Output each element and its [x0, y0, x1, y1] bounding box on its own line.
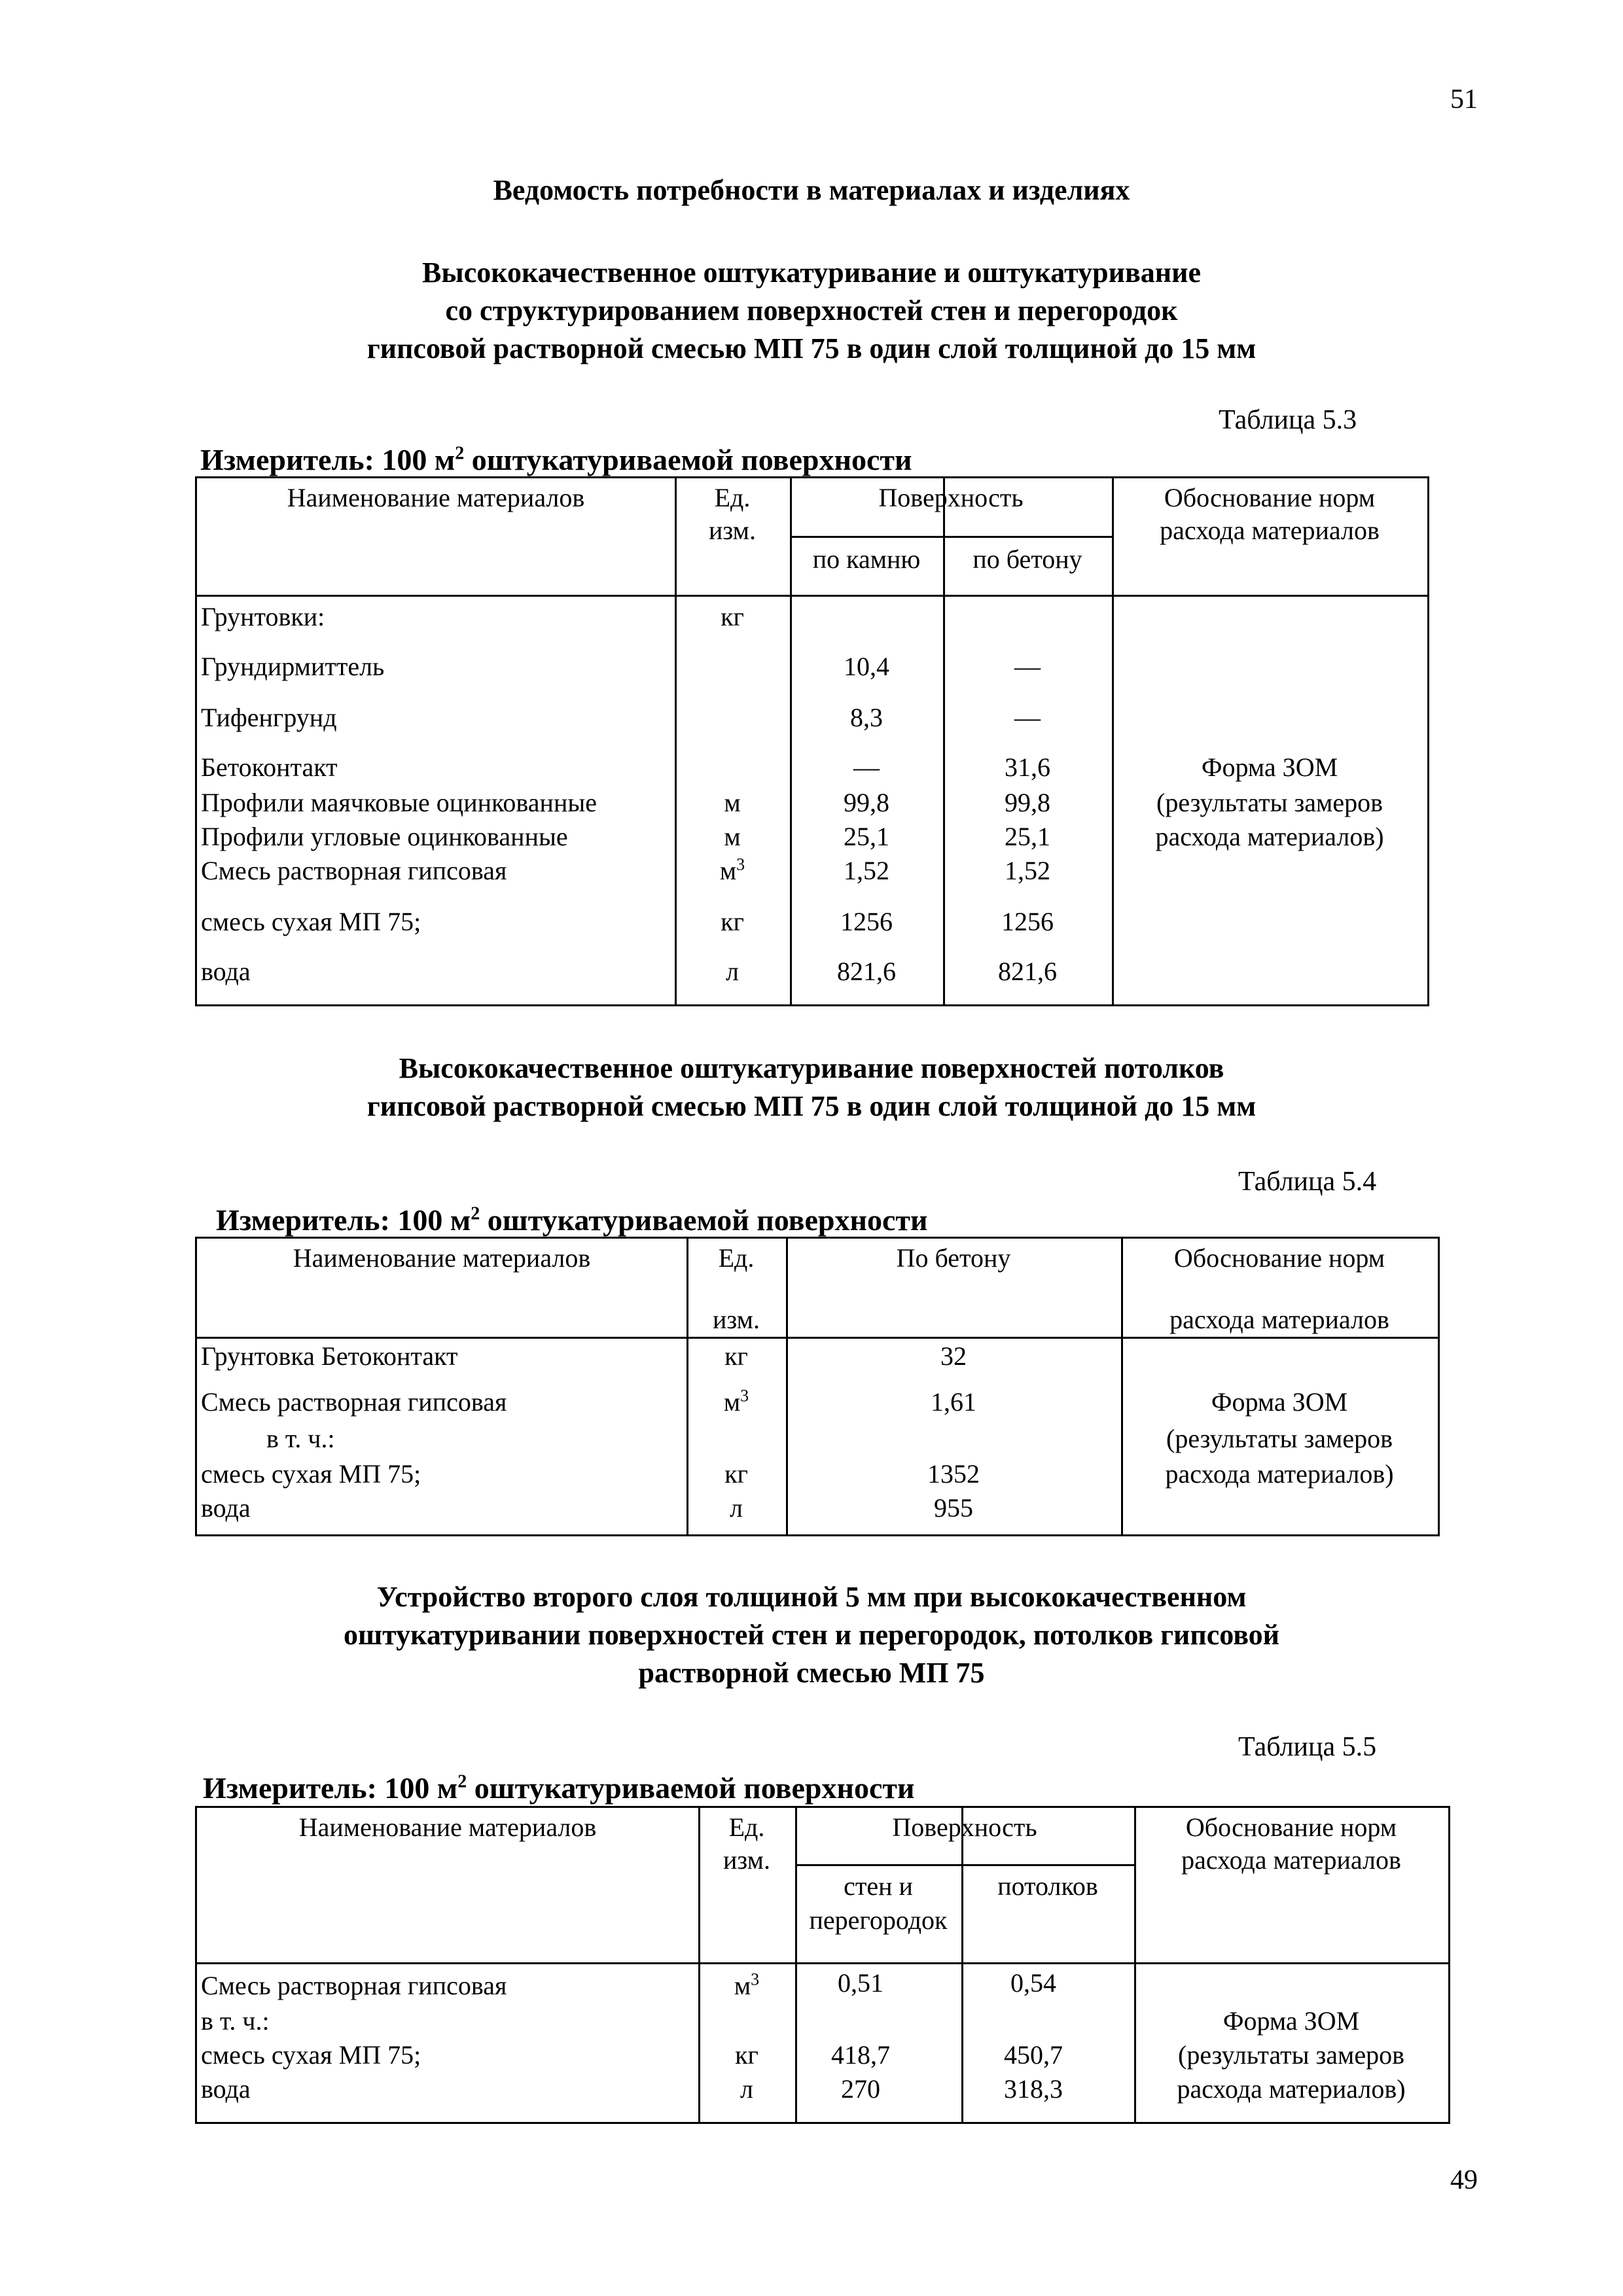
- table-row-unit: л: [726, 957, 739, 986]
- table-row-unit: кг: [724, 1341, 748, 1371]
- table-row-stone: 25,1: [844, 822, 889, 851]
- table-row-concrete: —: [1014, 652, 1041, 681]
- table-row-concrete: 99,8: [1005, 788, 1050, 817]
- col-ceilings-header: потолков: [997, 1871, 1098, 1901]
- table-row-name: Бетоконтакт: [201, 752, 338, 782]
- col-walls-header-line1: стен и: [844, 1871, 913, 1901]
- table-row-name: Грунтовка Бетоконтакт: [201, 1341, 458, 1371]
- table-row-stone: 99,8: [844, 788, 889, 817]
- table54-basis-line2: (результаты замеров: [1166, 1424, 1393, 1453]
- col-name-header: Наименование материалов: [298, 1812, 597, 1842]
- table55-basis-line2: (результаты замеров: [1178, 2040, 1404, 2070]
- col-name-header: Наименование материалов: [287, 483, 585, 512]
- table53-measure: Измеритель: 100 $м^2$ оштукатуриваемой поверхности: [200, 443, 912, 476]
- table-row-concrete: —: [1014, 703, 1041, 732]
- col-basis-header-line2: расхода материалов: [1169, 1305, 1389, 1334]
- table-row-unit: кг: [721, 907, 744, 936]
- table-row-value: 1352: [927, 1459, 980, 1489]
- col-walls-header-line2: перегородок: [809, 1905, 948, 1935]
- col-concrete-header: По бетону: [896, 1243, 1011, 1273]
- col-unit-header-line2: изм.: [709, 516, 756, 545]
- table54-heading: Высококачественное оштукатуривание поверхностей потолков гипсовой растворной смесью МП 75 в один слой толщиной до 15 мм: [366, 1052, 1257, 1122]
- col-unit-header-line1: Ед.: [718, 1243, 755, 1273]
- table53-heading: Высококачественное оштукатуривание и оштукатуривание со структурированием поверхностей стен и перегородок гипсовой растворной смесью МП 75 в один слой толщиной до 15 мм: [366, 256, 1257, 364]
- table-row-stone: —: [853, 752, 880, 782]
- table55-basis-line1: Форма ЗОМ: [1222, 2006, 1360, 2036]
- table53-basis-line2: (результаты замеров: [1156, 788, 1383, 817]
- table-row-unit: м: [724, 822, 741, 851]
- table-row-name: смесь сухая МП 75;: [201, 1459, 421, 1489]
- col-concrete-header: по бетону: [972, 544, 1082, 574]
- table-row-unit: кг: [721, 602, 744, 631]
- table-row-stone: 821,6: [837, 957, 896, 986]
- table-row-concrete: 25,1: [1005, 822, 1050, 851]
- table55-heading: Устройство второго слоя толщиной 5 мм при высококачественном оштукатуривании поверхностей стен и перегородок, потолков гипсовой растворной смесью МП 75: [343, 1581, 1280, 1689]
- table-row-stone: 10,4: [844, 652, 889, 681]
- col-stone-header: по камню: [812, 544, 921, 574]
- table-row-name: смесь сухая МП 75;: [201, 2040, 421, 2070]
- table-row-value: 32: [940, 1341, 967, 1371]
- table-row-concrete: 821,6: [998, 957, 1057, 986]
- table-row-name: смесь сухая МП 75;: [201, 907, 421, 936]
- page-number-top: 51: [1450, 84, 1478, 115]
- col-surface-header: Поверхность: [878, 483, 1024, 512]
- table55: [195, 1806, 1450, 2124]
- table53-basis-line1: Форма ЗОМ: [1201, 752, 1338, 782]
- table54-label: Таблица 5.4: [1238, 1167, 1377, 1197]
- table-row-unit: л: [740, 2074, 753, 2104]
- table54-basis-line3: расхода материалов): [1165, 1459, 1394, 1489]
- table-row-name: Тифенгрунд: [201, 703, 337, 732]
- table54: [195, 1237, 1440, 1536]
- table-row-concrete: 31,6: [1005, 752, 1050, 782]
- table53-label: Таблица 5.3: [1219, 405, 1357, 435]
- table54-basis-line1: Форма ЗОМ: [1211, 1387, 1348, 1417]
- table-row-ceilings: 450,7: [1004, 2040, 1063, 2070]
- table-row-unit: $м^3$: [723, 1386, 749, 1417]
- table-row-stone: 1,52: [844, 856, 889, 885]
- table-row-unit: л: [730, 1493, 743, 1523]
- col-surface-header: Поверхность: [892, 1812, 1037, 1842]
- main-title: Ведомость потребности в материалах и изделиях: [493, 174, 1130, 206]
- table-row-name: Смесь растворная гипсовая: [201, 1971, 507, 2000]
- page-number-bottom: 49: [1450, 2165, 1478, 2195]
- table55-label: Таблица 5.5: [1238, 1732, 1377, 1762]
- col-basis-header-line2: расхода материалов: [1160, 516, 1380, 545]
- table-row-concrete: 1256: [1001, 907, 1054, 936]
- table-row-name: Профили угловые оцинкованные: [201, 822, 568, 851]
- table54-measure: Измеритель: 100 $м^2$ оштукатуриваемой поверхности: [216, 1203, 928, 1237]
- table-row-walls: 270: [841, 2074, 880, 2104]
- col-name-header: Наименование материалов: [293, 1243, 591, 1273]
- table-row-name: Смесь растворная гипсовая: [201, 856, 507, 885]
- table-row-ceilings: 318,3: [1004, 2074, 1063, 2104]
- table53: [195, 476, 1429, 1006]
- table-row-name: вода: [201, 1493, 251, 1523]
- col-unit-header-line2: изм.: [723, 1845, 770, 1875]
- table-row-name: Грунтовки:: [201, 602, 325, 631]
- table-row-unit: $м^3$: [734, 1969, 760, 2000]
- table-row-unit: $м^3$: [719, 855, 745, 885]
- col-unit-header-line2: изм.: [713, 1305, 760, 1334]
- table-row-walls: 418,7: [831, 2040, 890, 2070]
- table-row-name: Грундирмиттель: [201, 652, 385, 681]
- table-row-walls: 0,51: [838, 1968, 883, 1998]
- table55-basis-line3: расхода материалов): [1177, 2074, 1406, 2104]
- table-row-name: в т. ч.:: [266, 1424, 335, 1453]
- table-row-name: в т. ч.:: [201, 2006, 270, 2036]
- table-row-unit: м: [724, 788, 741, 817]
- col-basis-header-line2: расхода материалов: [1181, 1845, 1401, 1875]
- table-row-stone: 8,3: [850, 703, 883, 732]
- table-row-value: 1,61: [931, 1387, 976, 1417]
- table-row-value: 955: [934, 1493, 973, 1523]
- table-row-stone: 1256: [840, 907, 893, 936]
- col-basis-header-line1: Обоснование норм: [1185, 1812, 1397, 1842]
- table-row-ceilings: 0,54: [1010, 1968, 1056, 1998]
- table53-basis-line3: расхода материалов): [1155, 822, 1384, 851]
- table55-measure: Измеритель: 100 $м^2$ оштукатуриваемой поверхности: [203, 1771, 915, 1805]
- table-row-unit: кг: [735, 2040, 758, 2070]
- table-row-name: вода: [201, 957, 251, 986]
- table-row-name: Смесь растворная гипсовая: [201, 1387, 507, 1417]
- col-basis-header-line1: Обоснование норм: [1164, 483, 1376, 512]
- table-row-concrete: 1,52: [1005, 856, 1050, 885]
- table-row-name: Профили маячковые оцинкованные: [201, 788, 597, 817]
- table-row-unit: кг: [724, 1459, 748, 1489]
- col-unit-header-line1: Ед.: [714, 483, 751, 512]
- table-row-name: вода: [201, 2074, 251, 2104]
- col-basis-header-line1: Обоснование норм: [1173, 1243, 1385, 1273]
- col-unit-header-line1: Ед.: [728, 1812, 765, 1842]
